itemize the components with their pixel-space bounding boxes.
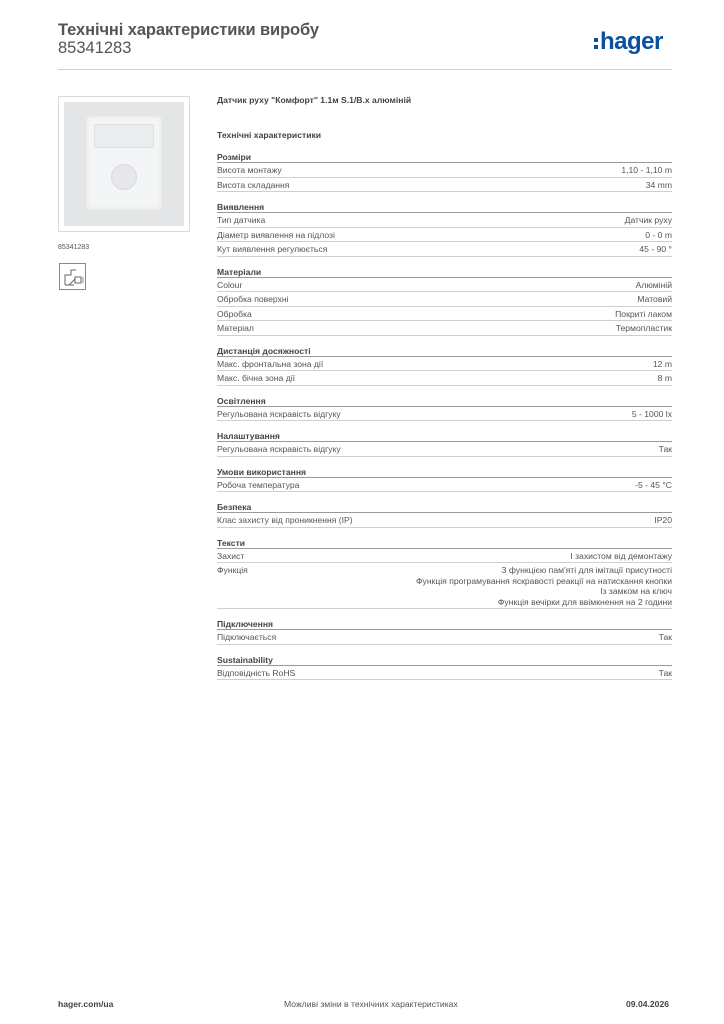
spec-content — [217, 95, 672, 680]
sensor-lens — [111, 164, 137, 190]
spec-row — [217, 371, 672, 386]
spec-label: Відповідність RoHS — [217, 667, 296, 678]
spec-row — [217, 213, 672, 228]
spec-label: Висота складання — [217, 179, 290, 190]
group-title: Sustainability — [217, 655, 672, 666]
spec-row — [217, 357, 672, 372]
header-divider — [58, 69, 672, 70]
spec-value-line: Із замком на ключ — [600, 586, 672, 596]
spec-value: 45 - 90 ° — [639, 244, 672, 254]
product-image — [58, 96, 190, 232]
spec-row — [217, 442, 672, 457]
section-title: Технічні характеристики — [217, 130, 322, 140]
spec-label: Діаметр виявлення на підлозі — [217, 229, 335, 240]
spec-label: Обробка — [217, 308, 252, 319]
spec-row — [217, 242, 672, 257]
spec-value: 8 m — [657, 373, 672, 383]
spec-label: Макс. фронтальна зона дії — [217, 358, 324, 369]
spec-label: Обробка поверхні — [217, 294, 289, 304]
spec-value: -5 - 45 °C — [635, 479, 672, 490]
spec-value: IP20 — [654, 515, 672, 525]
group-title: Підключення — [217, 619, 672, 630]
spec-label: Colour — [217, 279, 243, 290]
spec-group-detection — [217, 202, 672, 257]
spec-label: Клас захисту від проникнення (IP) — [217, 515, 353, 525]
spec-label: Регульована яскравість відгуку — [217, 444, 341, 454]
group-title: Умови використання — [217, 467, 672, 478]
spec-row — [217, 478, 672, 493]
spec-value: Так — [658, 632, 672, 642]
product-title: Датчик руху "Комфорт" 1.1м S.1/B.x алюміній — [217, 95, 412, 105]
spec-value: 5 - 1000 lx — [631, 408, 672, 419]
logo-dots-icon — [594, 38, 598, 49]
sensor-window — [94, 124, 154, 148]
spec-group-lighting — [217, 396, 672, 422]
spec-value-line: З функцією пам'яті для імітації присутності — [501, 565, 672, 575]
spec-row — [217, 307, 672, 322]
document-title: Технічні характеристики виробу — [58, 21, 319, 39]
spec-row — [217, 549, 672, 564]
spec-group-settings — [217, 431, 672, 457]
spec-row — [217, 513, 672, 528]
spec-value: 1,10 - 1,10 m — [621, 165, 672, 175]
spec-row — [217, 228, 672, 243]
group-title: Розміри — [217, 152, 672, 163]
spec-value-line: Функція вечірки для ввімкнення на 2 години — [497, 596, 672, 607]
product-image-background — [64, 102, 184, 226]
spec-value: Так — [658, 444, 672, 454]
spec-value: І захистом від демонтажу — [570, 550, 672, 561]
spec-row — [217, 163, 672, 178]
spec-row — [217, 321, 672, 336]
spec-group-texts — [217, 538, 672, 610]
spec-row — [217, 563, 672, 609]
group-title: Налаштування — [217, 431, 672, 442]
group-title: Матеріали — [217, 267, 672, 278]
footer-note: Можливі зміни в технічних характеристиках — [284, 999, 458, 1009]
group-title: Освітлення — [217, 396, 672, 407]
group-title: Безпека — [217, 502, 672, 513]
spec-group-range — [217, 346, 672, 386]
spec-value: 0 - 0 m — [645, 229, 672, 240]
spec-value-line: Функція програмування яскравості реакції на натискання кнопки — [416, 575, 672, 586]
flush-mount-icon — [59, 263, 86, 290]
spec-row — [217, 666, 672, 681]
image-caption: 85341283 — [58, 244, 90, 251]
spec-value-list — [416, 565, 672, 607]
logo-text: hager — [600, 28, 663, 55]
spec-group-connection — [217, 619, 672, 645]
spec-label: Висота монтажу — [217, 165, 282, 175]
spec-row — [217, 407, 672, 422]
group-title: Тексти — [217, 538, 672, 549]
spec-value: Так — [658, 667, 672, 678]
group-title: Виявлення — [217, 202, 672, 213]
spec-label: Макс. бічна зона дії — [217, 373, 296, 383]
spec-group-conditions — [217, 467, 672, 493]
spec-label: Підключається — [217, 632, 277, 642]
spec-row — [217, 630, 672, 645]
spec-value: Покриті лаком — [615, 308, 672, 319]
spec-row — [217, 178, 672, 193]
spec-row — [217, 292, 672, 307]
spec-group-safety — [217, 502, 672, 528]
spec-value: Датчик руху — [624, 215, 672, 225]
spec-label: Тип датчика — [217, 215, 266, 225]
spec-group-materials — [217, 267, 672, 336]
spec-value: Матовий — [637, 294, 672, 304]
spec-value: 12 m — [652, 358, 672, 369]
spec-value: 34 mm — [645, 179, 672, 190]
spec-value: Термопластик — [615, 323, 672, 333]
spec-group-sustainability — [217, 655, 672, 681]
spec-label: Кут виявлення регулюється — [217, 244, 328, 254]
hager-logo — [594, 27, 663, 57]
spec-row — [217, 278, 672, 293]
spec-label: Функція — [217, 565, 248, 575]
group-title: Дистанція досяжності — [217, 346, 672, 357]
spec-label: Матеріал — [217, 323, 254, 333]
footer-date: 09.04.2026 — [626, 999, 670, 1009]
spec-label: Захист — [217, 550, 245, 561]
spec-value: Алюміній — [635, 279, 672, 290]
spec-group-dimensions — [217, 152, 672, 192]
product-code: 85341283 — [58, 39, 132, 57]
spec-label: Робоча температура — [217, 479, 300, 490]
footer-website-link[interactable]: hager.com/ua — [58, 999, 114, 1009]
spec-label: Регульована яскравість відгуку — [217, 408, 341, 419]
